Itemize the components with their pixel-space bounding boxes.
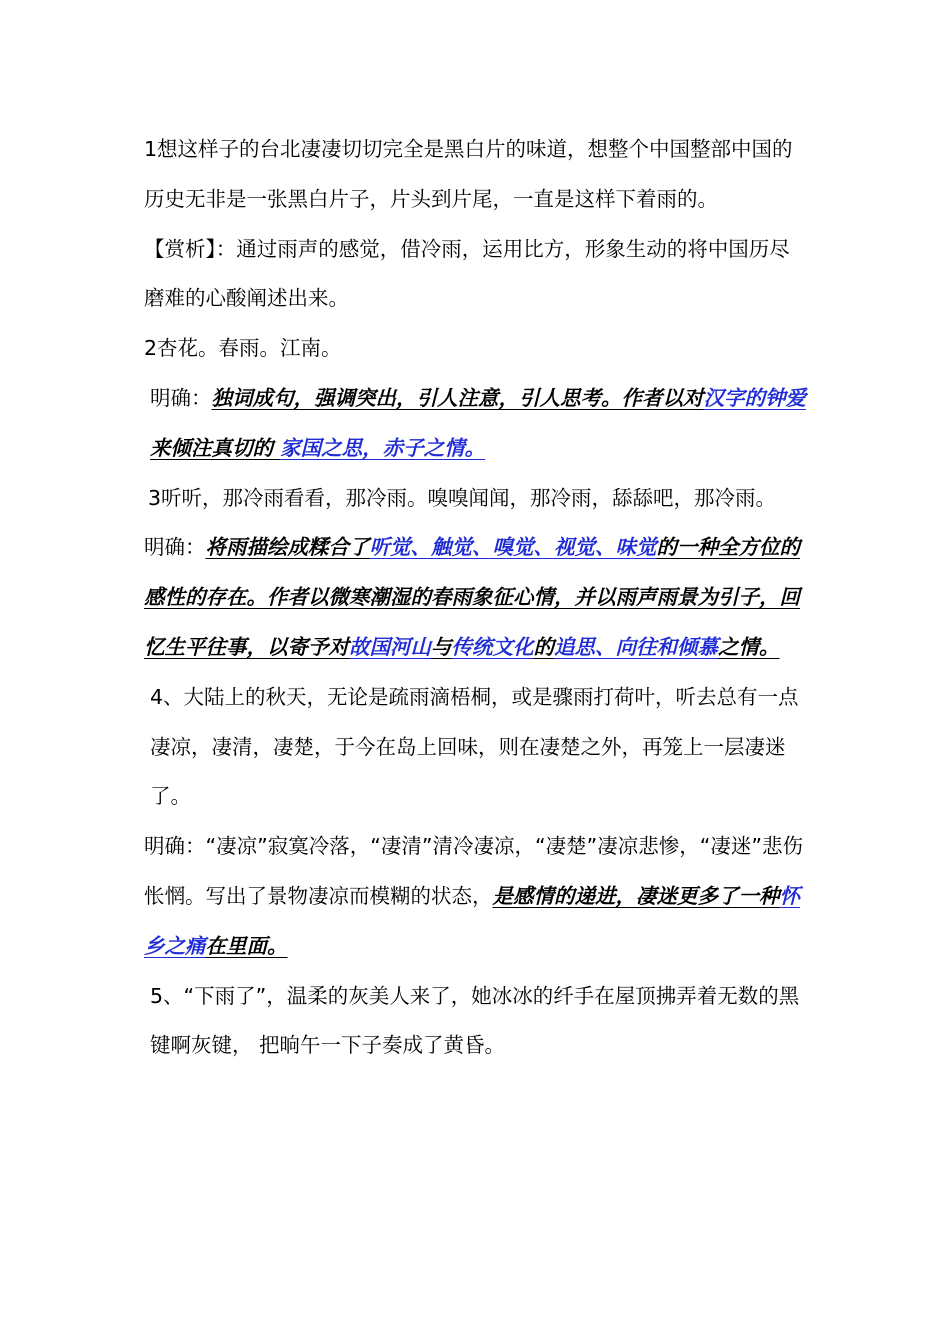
explanation-2-emphasis-2: 来倾注真切的: [150, 435, 281, 460]
explanation-3-emphasis-3: 与: [431, 634, 452, 659]
explanation-4-emphasis-1: 是感情的递进，凄迷更多了一种: [492, 883, 780, 908]
explanation-3-highlight-2: 故国河山: [349, 634, 431, 659]
explanation-2-emphasis-1: 独词成句，强调突出，引人注意，引人思考。作者以对: [211, 385, 704, 410]
explanation-2: [144, 374, 808, 474]
explanation-2-prefix: 明确：: [150, 385, 212, 410]
paragraph-3-text: 3听听，那冷雨看看，那冷雨。嗅嗅闻闻，那冷雨，舔舔吧，那冷雨。: [148, 485, 777, 510]
appreciation-paragraph: [144, 225, 808, 325]
explanation-4-text: 明确：“凄凉”寂寞冷落，“凄清”清冷凄凉，“凄楚”凄凉悲惨，“凄迷”悲伤怅惘。写出了景物凄凉而模糊的状态，: [144, 834, 803, 908]
explanation-3: [144, 523, 808, 672]
explanation-4-highlight-1: 怀乡之痛: [144, 883, 800, 958]
explanation-4: [144, 822, 808, 971]
explanation-3-emphasis-5: 之情。: [718, 634, 780, 659]
explanation-3-highlight-1: 听觉、触觉、嗅觉、视觉、味觉: [369, 535, 657, 560]
paragraph-4: [144, 673, 808, 822]
paragraph-4-text: 4、大陆上的秋天，无论是疏雨滴梧桐，或是骤雨打荷叶，听去总有一点凄凉，凄清，凄楚，于今在岛上回味，则在凄楚之外，再笼上一层凄迷了。: [150, 684, 799, 809]
explanation-3-highlight-4: 追思、向往和倾慕: [554, 634, 718, 659]
explanation-3-emphasis-4: 的: [533, 634, 554, 659]
document-body: [144, 125, 808, 1071]
explanation-3-emphasis-2: 的一种全方位的感性的存在。作者以微寒潮湿的春雨象征心情，并以雨声雨景为引子，回忆生平往事，以寄予对: [144, 535, 800, 659]
paragraph-5: [144, 972, 808, 1072]
paragraph-3: [144, 474, 808, 524]
paragraph-2: [144, 324, 808, 374]
explanation-2-highlight-2: 家国之思，赤子之情。: [280, 435, 486, 460]
paragraph-1: [144, 125, 808, 225]
paragraph-2-text: 2杏花。春雨。江南。: [144, 336, 342, 361]
explanation-3-prefix: 明确：: [144, 535, 206, 560]
explanation-3-highlight-3: 传统文化: [451, 634, 534, 659]
explanation-4-emphasis-2: 在里面。: [205, 933, 288, 958]
paragraph-5-text: 5、“下雨了”，温柔的灰美人来了，她冰冰的纤手在屋顶拂弄着无数的黑键啊灰键， 把晌午一下子奏成了黄昏。: [150, 983, 800, 1058]
explanation-3-emphasis-1: 将雨描绘成糅合了: [205, 535, 370, 560]
appreciation-text: 【赏析】：通过雨声的感觉，借冷雨，运用比方，形象生动的将中国历尽磨难的心酸阐述出来。: [144, 236, 790, 311]
paragraph-1-text: 1想这样子的台北凄凄切切完全是黑白片的味道，想整个中国整部中国的历史无非是一张黑白片子，片头到片尾，一直是这样下着雨的。: [144, 137, 793, 211]
explanation-2-highlight-1: 汉字的钟爱: [703, 385, 806, 410]
